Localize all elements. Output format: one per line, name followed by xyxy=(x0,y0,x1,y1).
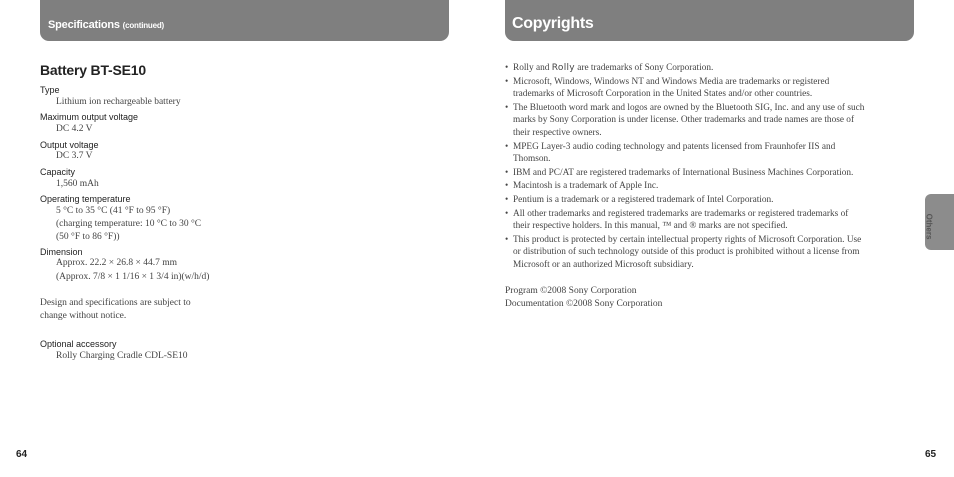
bullet-item: • Rolly and Rolly are trademarks of Sony Corporation. xyxy=(505,63,714,73)
bullet-item: • All other trademarks and registered trademarks are trademarks or registered trademarks of their respective holders. In this manual, ™ and ® marks are not specified. xyxy=(505,208,849,232)
notice-line: change without notice. xyxy=(40,311,127,321)
right-page-header xyxy=(505,0,914,41)
spec-value: DC 4.2 V xyxy=(56,124,93,134)
spec-label: Output voltage xyxy=(40,140,99,150)
notice-line: Design and specifications are subject to xyxy=(40,298,191,308)
spec-value: 1,560 mAh xyxy=(56,179,99,189)
page-number-right: 65 xyxy=(925,449,937,460)
spec-value: 5 °C to 35 °C (41 °F to 95 °F) xyxy=(56,206,171,216)
bullet-item: • This product is protected by certain intellectual property rights of Microsoft Corporation. Use or distribution of such technology outside of this product is prohibited without a license from Microsoft or an authorized Microsoft subsidiary. xyxy=(505,234,862,270)
header-title-copyrights: Copyrights xyxy=(512,15,594,32)
bullet-item: • Macintosh is a trademark of Apple Inc. xyxy=(505,181,659,192)
rolly-logo-icon: Rolly xyxy=(551,63,575,73)
spec-value: (charging temperature: 10 °C to 30 °C xyxy=(56,219,202,229)
copyright-bullet-list xyxy=(505,62,910,273)
spec-value: DC 3.7 V xyxy=(56,151,93,161)
spec-value: Lithium ion rechargeable battery xyxy=(56,97,181,107)
spec-label: Maximum output voltage xyxy=(40,112,139,122)
optional-accessory-value: Rolly Charging Cradle CDL-SE10 xyxy=(56,351,188,361)
bullet-item: • The Bluetooth word mark and logos are owned by the Bluetooth SIG, Inc. and any use of such marks by Sony Corporation is under license. Other trademarks and trade names are those of their respective owners. xyxy=(505,102,865,138)
left-page-header xyxy=(40,0,449,41)
header-title-text: Specifications xyxy=(48,19,120,31)
spec-label: Type xyxy=(40,85,60,95)
spec-label: Operating temperature xyxy=(40,194,131,204)
spec-label: Capacity xyxy=(40,167,76,177)
bullet-item: • Pentium is a trademark or a registered trademark of Intel Corporation. xyxy=(505,194,774,205)
page-number-left: 64 xyxy=(16,449,28,460)
section-side-tab-label: Others xyxy=(924,213,934,240)
bullet-item: • Microsoft, Windows, Windows NT and Windows Media are trademarks or registered trademarks of Microsoft Corporation in the United States and/or other countries. xyxy=(505,76,830,100)
copyright-line: Documentation ©2008 Sony Corporation xyxy=(505,299,663,309)
copyright-line: Program ©2008 Sony Corporation xyxy=(505,286,637,296)
spec-label: Dimension xyxy=(40,247,83,257)
optional-accessory-label: Optional accessory xyxy=(40,339,117,349)
spec-value: Approx. 22.2 × 26.8 × 44.7 mm xyxy=(56,258,178,268)
header-title-specifications xyxy=(48,19,164,31)
header-subtitle: (continued) xyxy=(122,21,164,30)
spec-value: (Approx. 7/8 × 1 1/16 × 1 3/4 in)(w/h/d) xyxy=(56,272,210,282)
section-title: Battery BT-SE10 xyxy=(40,62,146,78)
bullet-item: • IBM and PC/AT are registered trademarks of International Business Machines Corporation. xyxy=(505,167,854,178)
bullet-item: • MPEG Layer-3 audio coding technology and patents licensed from Fraunhofer IIS and Thomson. xyxy=(505,141,836,165)
spec-value: (50 °F to 86 °F)) xyxy=(56,232,120,242)
